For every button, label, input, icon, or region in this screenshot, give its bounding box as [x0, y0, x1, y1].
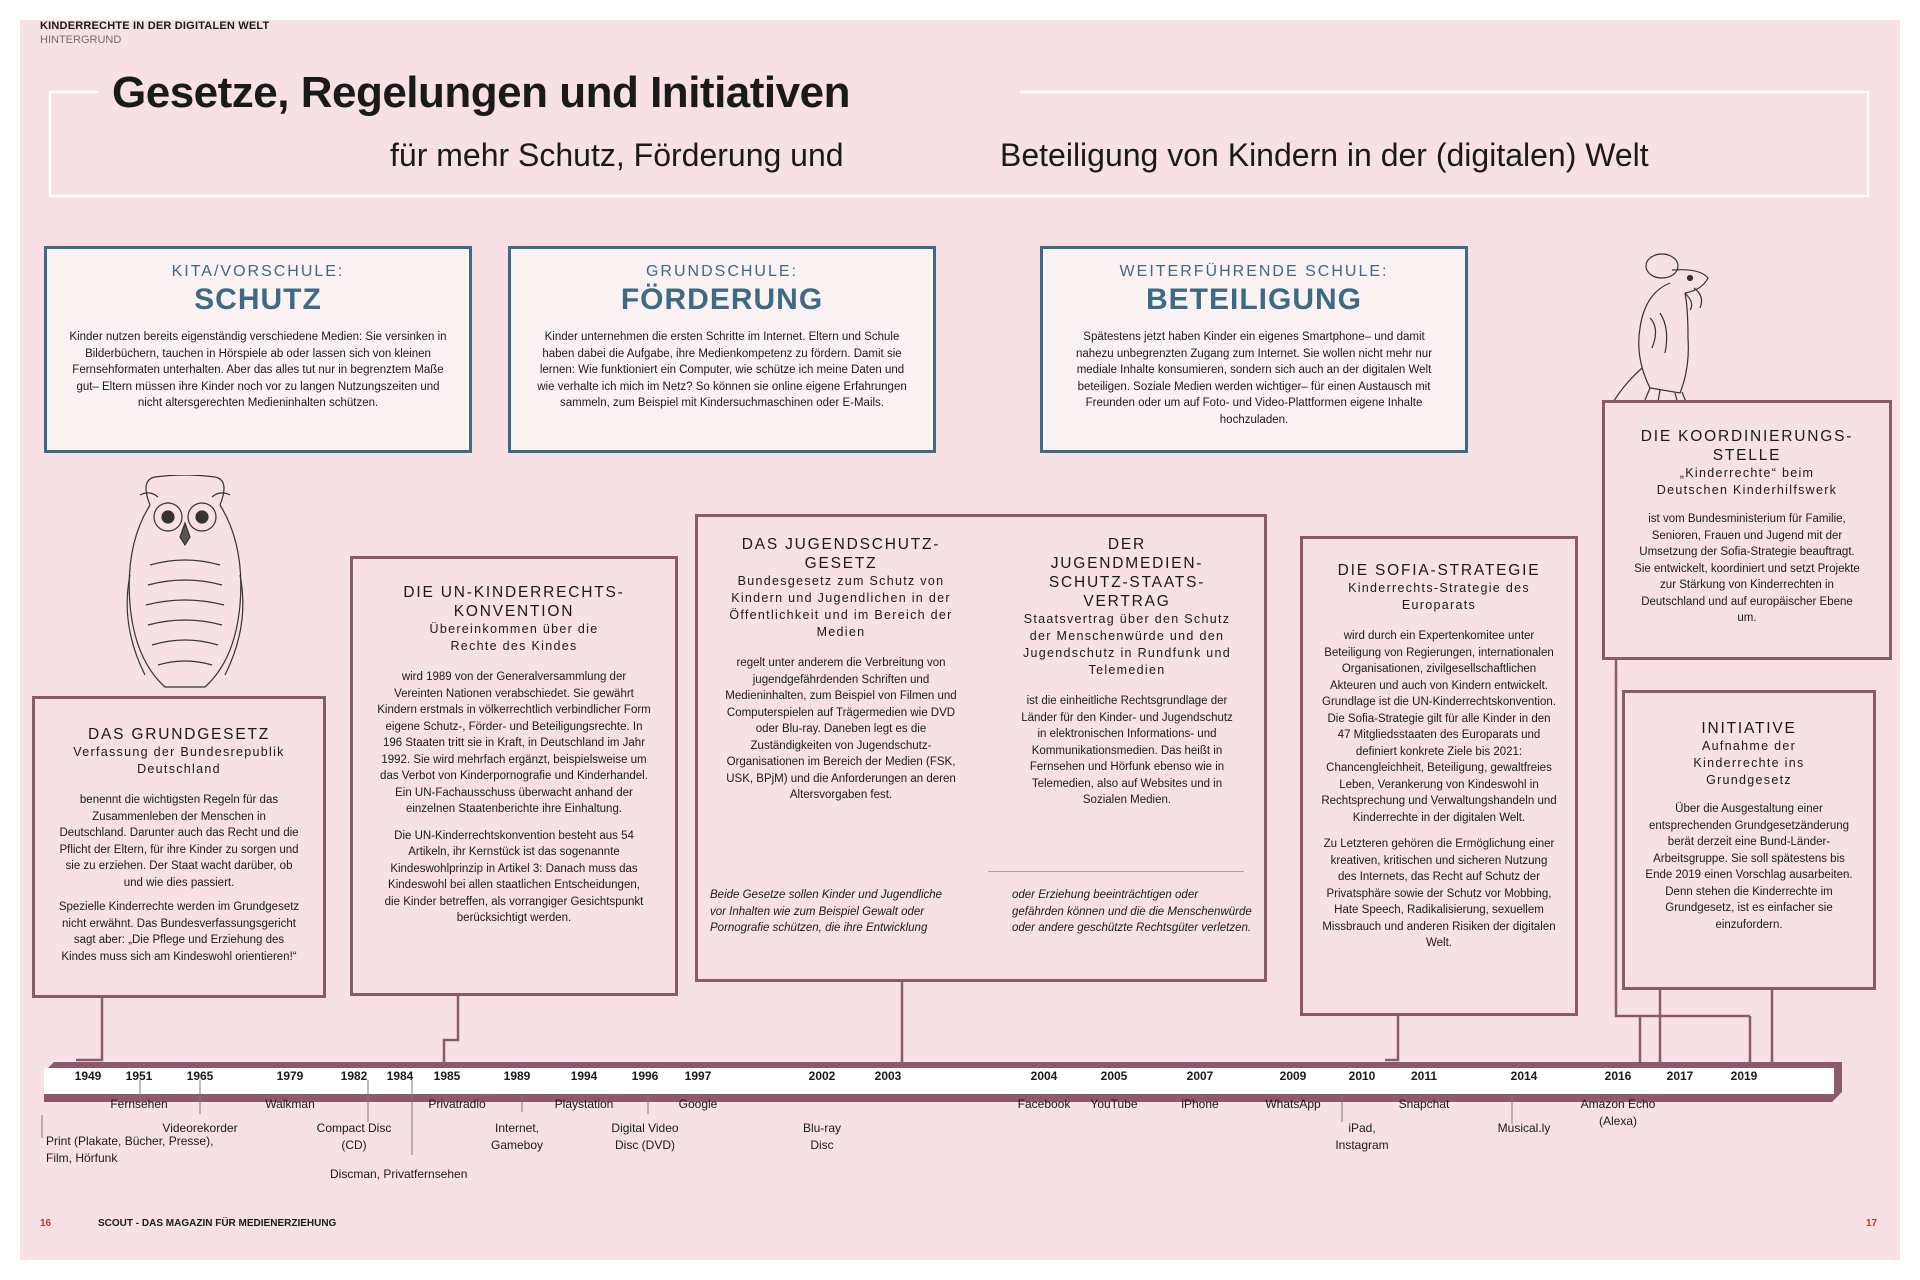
box-subtitle: Bundesgesetz zum Schutz von Kindern und Jugendlichen in der Öffentlichkeit und im Bereich der Medien	[729, 574, 953, 639]
year-label: 2011	[1410, 1069, 1438, 1083]
year-label: 1997	[684, 1069, 712, 1083]
event-print: Print (Plakate, Bücher, Presse), Film, Hörfunk	[46, 1134, 214, 1165]
year-label: 1984	[386, 1069, 414, 1083]
year-label: 1994	[570, 1069, 598, 1083]
stage-text: Kinder nutzen bereits eigenständig verschiedene Medien: Sie versinken in Bilderbüchern, tauchen in Hörspiele ab oder lassen sich von kleinen Fernsehformaten unterhalten. Aber das alles tut nur in begrenztem Maße gut– Eltern müssen ihre Kinder noch vor zu langen Nutzungszeiten und nicht altersgerechten Medieninhalten schützen.	[69, 331, 447, 409]
event-playstation: Playstation	[554, 1097, 614, 1111]
event-musically: Musical.ly	[1497, 1121, 1551, 1135]
event-whatsapp: WhatsApp	[1265, 1097, 1321, 1111]
event-iphone: iPhone	[1181, 1097, 1219, 1111]
year-label: 1985	[433, 1069, 461, 1083]
stage-text: Spätestens jetzt haben Kinder ein eigenes Smartphone– und damit nahezu unbegrenzten Zugang zum Internet. Sie wollen nicht mehr nur mediale Inhalte konsumieren, sondern sich auch an der digitalen Welt beteiligen. Soziale Medien werden wichtiger– für einen Austausch mit Freunden oder um auf Foto- und Video-Plattformen eigene Inhalte hochzuladen.	[1075, 331, 1433, 426]
box-title: DIE SOFIA-STRATEGIE	[1337, 562, 1541, 579]
year-label: 1949	[74, 1069, 102, 1083]
year-label: 2007	[1186, 1069, 1214, 1083]
stage-text: Kinder unternehmen die ersten Schritte im Internet. Eltern und Schule haben dabei die Aufgabe, ihre Medienkompetenz zu fördern. Damit sie lernen: Wie funktioniert ein Computer, wie schütze ich meine Daten und wie verhalte ich mich im Netz? So können sie online eigene Erfahrungen sammeln, zum Beispiel mit Kindersuchmaschinen oder E-Mails.	[537, 331, 907, 409]
magazine-spread	[20, 20, 1900, 1260]
year-label: 2002	[808, 1069, 836, 1083]
year-label: 1982	[340, 1069, 368, 1083]
event-cd: Compact Disc (CD)	[316, 1121, 392, 1152]
event-dvd: Digital Video Disc (DVD)	[611, 1121, 679, 1152]
stage-word: FÖRDERUNG	[620, 283, 824, 316]
year-label: 2016	[1604, 1069, 1632, 1083]
box-subtitle: Übereinkommen über die Rechte des Kindes	[429, 622, 599, 653]
year-label: 1965	[186, 1069, 214, 1083]
section-label: KINDERRECHTE IN DER DIGITALEN WELT	[40, 20, 270, 32]
stage-label: GRUNDSCHULE:	[645, 263, 798, 280]
event-echo: Amazon Echo (Alexa)	[1580, 1097, 1656, 1128]
box-text-2: Spezielle Kinderrechte werden im Grundgesetz nicht erwähnt. Das Bundesverfassungsgericht sagt aber: „Die Pflege und Erziehung des Kindes muss sich am Kindeswohl orientieren!“	[58, 901, 300, 963]
box-title: INITIATIVE	[1701, 720, 1797, 737]
box-text-2: Die UN-Kinderrechtskonvention besteht aus 54 Artikeln, ihr Kernstück ist das sogenannte Kindeswohlprinzip in Artikel 3: Danach muss das Kindeswohl bei allen staatlichen Entscheidungen, die Kinder betreffen, als vorrangiger Gesichtspunkt berücksichtigt werden.	[384, 829, 644, 924]
box-subtitle: Verfassung der Bundesrepublik Deutschland	[73, 745, 285, 776]
box-text-1: ist die einheitliche Rechtsgrundlage der Länder für den Kinder- und Jugendschutz in elektronischen Informations- und Kommunikationsmedien. Das heißt in Fernsehen und Hörfunk ebenso wie in Telemedien, also auf Websites und in Sozialen Medien.	[1021, 695, 1233, 806]
box-title: DIE UN-KINDERRECHTS-KONVENTION	[403, 584, 625, 620]
stage-label: WEITERFÜHRENDE SCHULE:	[1119, 263, 1389, 280]
year-label: 2014	[1510, 1069, 1538, 1083]
event-bluray: Blu-ray Disc	[802, 1121, 841, 1152]
event-google: Google	[678, 1097, 718, 1111]
box-text-1: wird durch ein Expertenkomitee unter Beteiligung von Regierungen, internationalen Organisationen, zivilgesellschaftlichen Akteuren und auch von Kindern entwickelt. Grundlage ist die UN-Kinderrechtskonvention. Die Sofia-Strategie gilt für alle Kinder in den 47 Mitgliedsstaaten des Europarats und definiert konkrete Ziele bis 2021: Chancengleichheit, Beteiligung, gewaltfreies Leben, Verankerung von Kindeswohl in Rechtsprechung und Verwaltungshandeln und Kinderrechte in der digitalen Welt.	[1321, 630, 1557, 824]
box-text-1: regelt unter anderem die Verbreitung von jugendgefährdenden Schriften und Medieninhalten, zum Beispiel von Filmen und Computerspielen auf Trägermedien wie DVD oder Blu-ray. Daneben legt es die Zuständigkeiten von Jugendschutz-Organisationen im Bereich der Medien (FSK, USK, BPjM) und die Anforderungen an deren Altersvorgaben fest.	[725, 657, 957, 801]
event-discman: Discman, Privatfernsehen	[330, 1167, 468, 1181]
year-label: 1979	[276, 1069, 304, 1083]
event-fernsehen: Fernsehen	[110, 1097, 168, 1111]
year-label: 1989	[503, 1069, 531, 1083]
box-subtitle: Kinderrechts-Strategie des Europarats	[1348, 581, 1530, 612]
box-subtitle: „Kinderrechte“ beim Deutschen Kinderhilfswerk	[1656, 466, 1838, 497]
event-walkman: Walkman	[265, 1097, 315, 1111]
year-label: 2019	[1730, 1069, 1758, 1083]
magazine-name: SCOUT - DAS MAGAZIN FÜR MEDIENERZIEHUNG	[98, 1218, 337, 1229]
year-label: 2004	[1030, 1069, 1058, 1083]
box-text-2: Zu Letzteren gehören die Ermöglichung einer kreativen, kritischen und sicheren Nutzung des Internets, das Recht auf Schutz der Privatsphäre sowie der Schutz vor Mobbing, Hate Speech, Radikalisierung, sexuellem Missbrauch und anderen Risiken der digitalen Welt.	[1322, 838, 1556, 949]
event-internet: Internet, Gameboy	[490, 1121, 544, 1152]
year-label: 2003	[874, 1069, 902, 1083]
year-label: 2017	[1666, 1069, 1694, 1083]
year-label: 2010	[1348, 1069, 1376, 1083]
event-videorekorder: Videorekorder	[162, 1121, 238, 1135]
box-subtitle: Aufnahme der Kinderrechte ins Grundgesetz	[1693, 739, 1805, 787]
box-title: DAS GRUNDGESETZ	[87, 726, 270, 743]
event-snapchat: Snapchat	[1398, 1097, 1450, 1111]
page-number-left: 16	[40, 1218, 52, 1229]
box-title: DAS JUGENDSCHUTZ-GESETZ	[741, 536, 941, 572]
year-label: 2009	[1279, 1069, 1307, 1083]
stage-word: SCHUTZ	[194, 283, 322, 316]
box-note-right: oder Erziehung beeinträchtigen oder gefährden können und die die Menschenwürde oder andere geschützte Rechtsgüter verletzen.	[1012, 889, 1252, 934]
box-note-left: Beide Gesetze sollen Kinder und Jugendliche vor Inhalten wie zum Beispiel Gewalt oder Pornografie schützen, die ihre Entwicklung	[710, 889, 943, 934]
page-title: Gesetze, Regelungen und Initiativen	[112, 68, 850, 117]
stage-word: BETEILIGUNG	[1145, 283, 1362, 316]
subtitle-left: für mehr Schutz, Förderung und	[390, 137, 844, 173]
year-label: 2005	[1100, 1069, 1128, 1083]
box-title: DIE KOORDINIERUNGS-STELLE	[1640, 428, 1854, 464]
page-number-right: 17	[1866, 1218, 1878, 1229]
stage-label: KITA/VORSCHULE:	[171, 263, 345, 280]
year-label: 1996	[631, 1069, 659, 1083]
box-text-1: Über die Ausgestaltung einer entsprechenden Grundgesetzänderung berät derzeit eine Bund-Länder-Arbeitsgruppe. Sie soll spätestens bis Ende 2019 einen Vorschlag ausarbeiten. Denn stehen die Kinderrechte im Grundgesetz, ist es einfacher sie einzufordern.	[1645, 803, 1853, 931]
event-facebook: Facebook	[1017, 1097, 1071, 1111]
box-text-1: benennt die wichtigsten Regeln für das Zusammenleben der Menschen in Deutschland. Darunter auch das Recht und die Pflicht der Eltern, für ihre Kinder zu sorgen und sie zu erziehen. Der Staat wacht darüber, ob und wie dies passiert.	[59, 794, 299, 889]
year-label: 1951	[125, 1069, 153, 1083]
box-title: DER JUGENDMEDIEN-SCHUTZ-STAATS-VERTRAG	[1048, 536, 1206, 610]
event-youtube: YouTube	[1090, 1097, 1138, 1111]
box-subtitle: Staatsvertrag über den Schutz der Menschenwürde und den Jugendschutz in Rundfunk und Telemedien	[1022, 612, 1232, 677]
event-ipad: iPad, Instagram	[1335, 1121, 1389, 1152]
box-text-1: ist vom Bundesministerium für Familie, Senioren, Frauen und Jugend mit der Umsetzung der Sofia-Strategie beauftragt. Sie entwickelt, koordiniert und setzt Projekte zur Stärkung von Kinderrechten in Deutschland und auf europäischer Ebene um.	[1634, 513, 1860, 624]
subtitle-right: Beteiligung von Kindern in der (digitalen) Welt	[1000, 137, 1649, 173]
box-text-1: wird 1989 von der Generalversammlung der Vereinten Nationen verabschiedet. Sie gewährt Kindern erstmals in völkerrechtlich verbindlicher Form eigene Schutz-, Förder- und Beteiligungsrechte. In 196 Staaten tritt sie in Kraft, in Deutschland im Jahr 1992. Sie wird mehrfach ergänzt, beispielsweise um das Verbot von Kinderpornografie und Kinderhandel. Ein UN-Fachausschuss überwacht anhand der einzelnen Staatenberichte ihre Einhaltung.	[377, 671, 651, 815]
subsection-label: HINTERGRUND	[40, 34, 122, 46]
event-privatradio: Privatradio	[428, 1097, 486, 1111]
